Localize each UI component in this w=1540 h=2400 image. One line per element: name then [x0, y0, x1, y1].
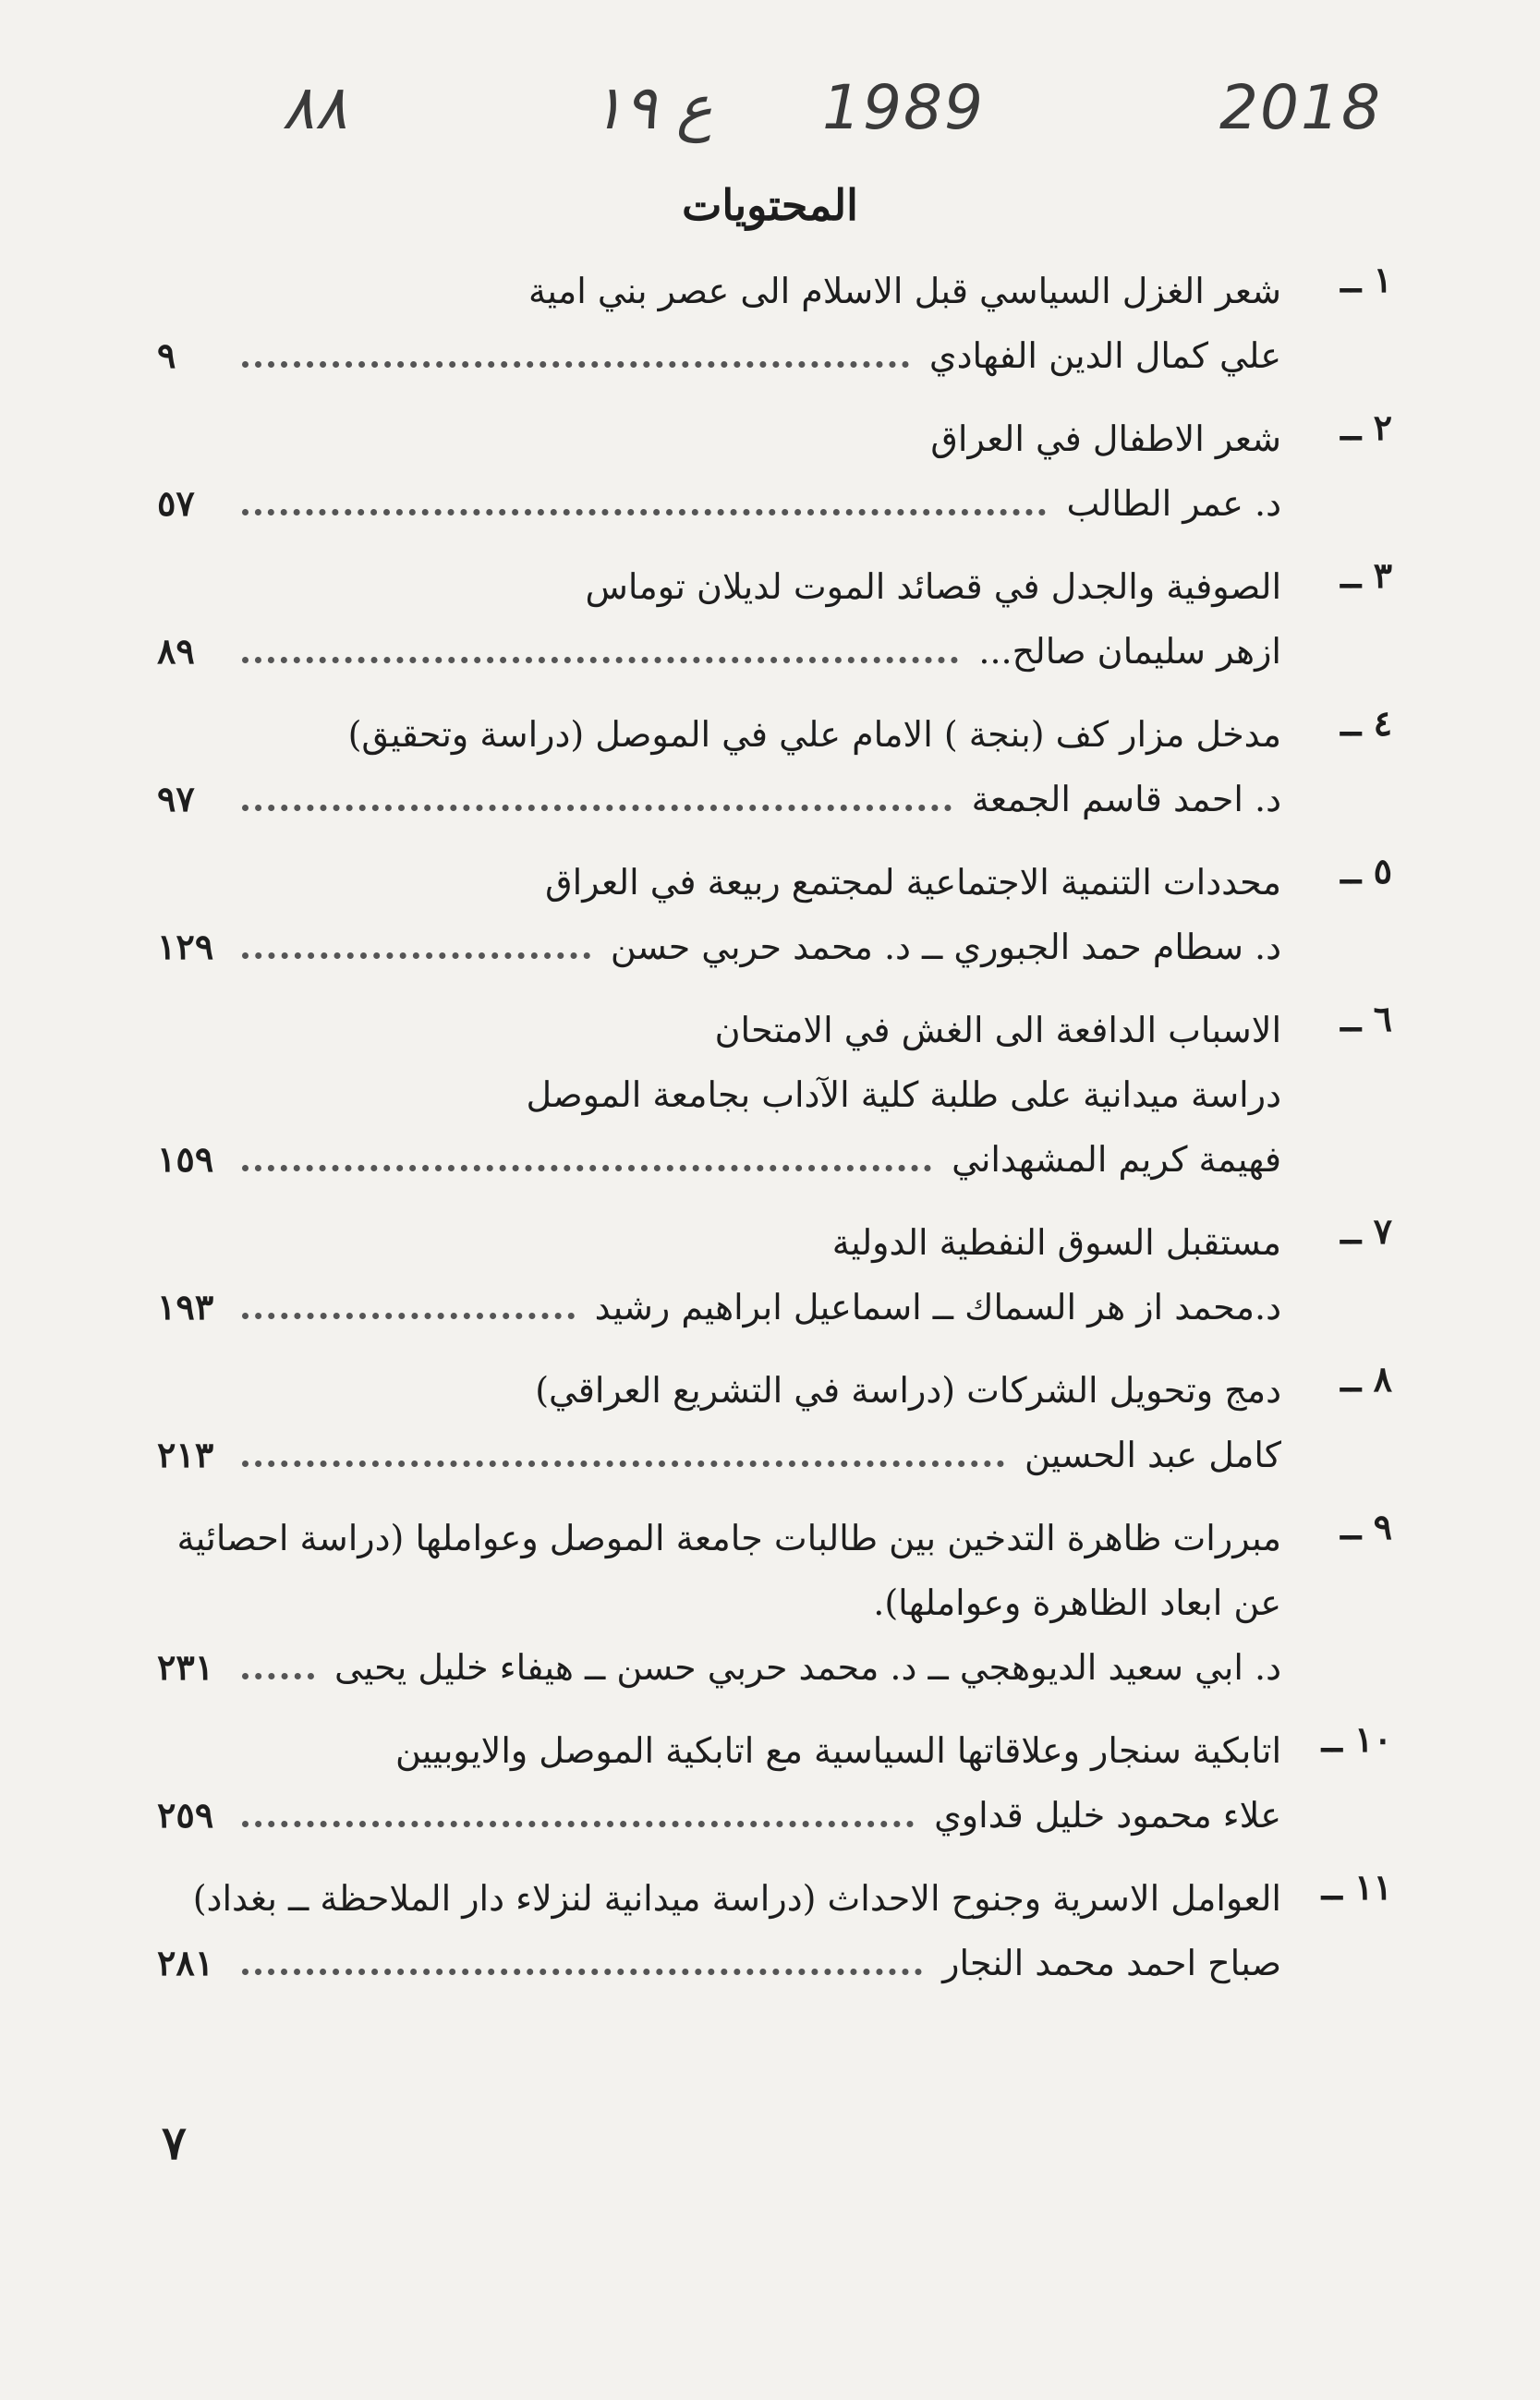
leader-dots: [242, 1143, 931, 1171]
entry-title: محددات التنمية الاجتماعية لمجتمع ربيعة في العراق: [545, 862, 1281, 903]
entry-title: الصوفية والجدل في قصائد الموت لديلان توماس: [585, 566, 1281, 607]
leader-dots: [242, 782, 952, 811]
leader-dots: [242, 487, 1046, 515]
leader-dots: [242, 1799, 914, 1827]
toc-entry: [157, 1506, 1392, 1700]
entry-title: العوامل الاسرية وجنوح الاحداث (دراسة ميدانية لنزلاء دار الملاحظة ــ بغداد): [192, 1878, 1281, 1919]
entry-author: ازهر سليمان صالح...: [978, 631, 1281, 672]
entry-title: عن ابعاد الظاهرة وعواملها).: [873, 1582, 1281, 1623]
entry-page: ١٢٩: [157, 926, 214, 967]
toc-entry: [157, 1718, 1392, 1848]
entry-title: اتابكية سنجار وعلاقاتها السياسية مع اتابكية الموصل والايوبيين: [395, 1730, 1281, 1771]
entry-number: ٨ ــ: [1340, 1358, 1392, 1400]
entry-page: ٩: [157, 334, 176, 376]
leader-dots: [242, 1438, 1004, 1467]
entry-page: ١٩٣: [157, 1286, 214, 1327]
toc-entry: [157, 554, 1392, 684]
entry-page: ٢٨١: [157, 1942, 214, 1983]
toc-entry: [157, 850, 1392, 979]
entry-page: ٨٩: [157, 630, 195, 672]
entry-title: شعر الاطفال في العراق: [930, 418, 1281, 459]
entry-author: د. سطام حمد الجبوري ــ د. محمد حربي حسن: [610, 927, 1281, 967]
leader-dots: [242, 1651, 314, 1679]
leader-dots: [242, 1946, 922, 1975]
entry-number: ١٠ ــ: [1321, 1718, 1392, 1760]
toc-entry: [157, 1210, 1392, 1339]
entry-page: ٩٧: [157, 778, 195, 819]
entry-author: فهيمة كريم المشهداني: [952, 1139, 1281, 1180]
leader-dots: [242, 1291, 575, 1319]
entry-page: ٢٥٩: [157, 1794, 214, 1836]
leader-dots: [242, 635, 958, 663]
entry-page: ٢٣١: [157, 1646, 214, 1688]
entry-author: د.محمد از هر السماك ــ اسماعيل ابراهيم رشيد: [594, 1287, 1281, 1327]
entry-title: مبررات ظاهرة التدخين بين طالبات جامعة الموصل وعواملها (دراسة احصائية: [176, 1518, 1281, 1558]
entry-number: ٢ ــ: [1340, 406, 1392, 448]
entry-title: شعر الغزل السياسي قبل الاسلام الى عصر بني امية: [528, 271, 1281, 311]
entry-title: الاسباب الدافعة الى الغش في الامتحان: [714, 1010, 1281, 1050]
entry-number: ١ ــ: [1340, 259, 1392, 300]
entry-author: كامل عبد الحسين: [1024, 1435, 1281, 1475]
entry-number: ٤ ــ: [1340, 702, 1392, 744]
entry-number: ٧ ــ: [1340, 1210, 1392, 1252]
entry-number: ٣ ــ: [1340, 554, 1392, 596]
entry-page: ٢١٣: [157, 1434, 214, 1475]
leader-dots: [242, 339, 909, 368]
entry-title: مدخل مزار كف (بنجة ) الامام علي في الموصل (دراسة وتحقيق): [347, 714, 1281, 755]
entry-number: ٥ ــ: [1340, 850, 1392, 891]
table-of-contents: [157, 259, 1392, 2014]
entry-author: د. احمد قاسم الجمعة: [971, 779, 1281, 819]
handwritten-note: ع ١٩: [591, 72, 713, 143]
entry-title: دمج وتحويل الشركات (دراسة في التشريع العراقي): [535, 1370, 1281, 1411]
entry-title: مستقبل السوق النفطية الدولية: [831, 1222, 1281, 1263]
page-title: المحتويات: [682, 180, 858, 230]
entry-author: د. ابي سعيد الديوهجي ــ د. محمد حربي حسن ــ هيفاء خليل يحيى: [334, 1647, 1281, 1688]
toc-entry: [157, 406, 1392, 536]
entry-page: ٥٧: [157, 482, 195, 524]
toc-entry: [157, 702, 1392, 831]
handwritten-note: ٨٨: [282, 72, 347, 143]
toc-entry: [157, 259, 1392, 388]
toc-entry: [157, 1866, 1392, 1995]
entry-author: علي كمال الدين الفهادي: [928, 335, 1281, 376]
handwritten-note: 1989: [822, 72, 985, 143]
entry-number: ٩ ــ: [1340, 1506, 1392, 1547]
handwritten-annotations: [0, 72, 1540, 155]
toc-entry: [157, 998, 1392, 1192]
handwritten-note: 2018: [1219, 72, 1382, 143]
entry-author: علاء محمود خليل قداوي: [934, 1795, 1281, 1836]
page-number: ٧: [162, 2115, 187, 2170]
entry-number: ١١ ــ: [1321, 1866, 1392, 1908]
entry-page: ١٥٩: [157, 1138, 214, 1180]
entry-title: دراسة ميدانية على طلبة كلية الآداب بجامعة الموصل: [526, 1074, 1281, 1115]
entry-author: صباح احمد محمد النجار: [942, 1943, 1281, 1983]
entry-author: د. عمر الطالب: [1066, 483, 1281, 524]
leader-dots: [242, 930, 590, 959]
toc-entry: [157, 1358, 1392, 1487]
entry-number: ٦ ــ: [1340, 998, 1392, 1039]
